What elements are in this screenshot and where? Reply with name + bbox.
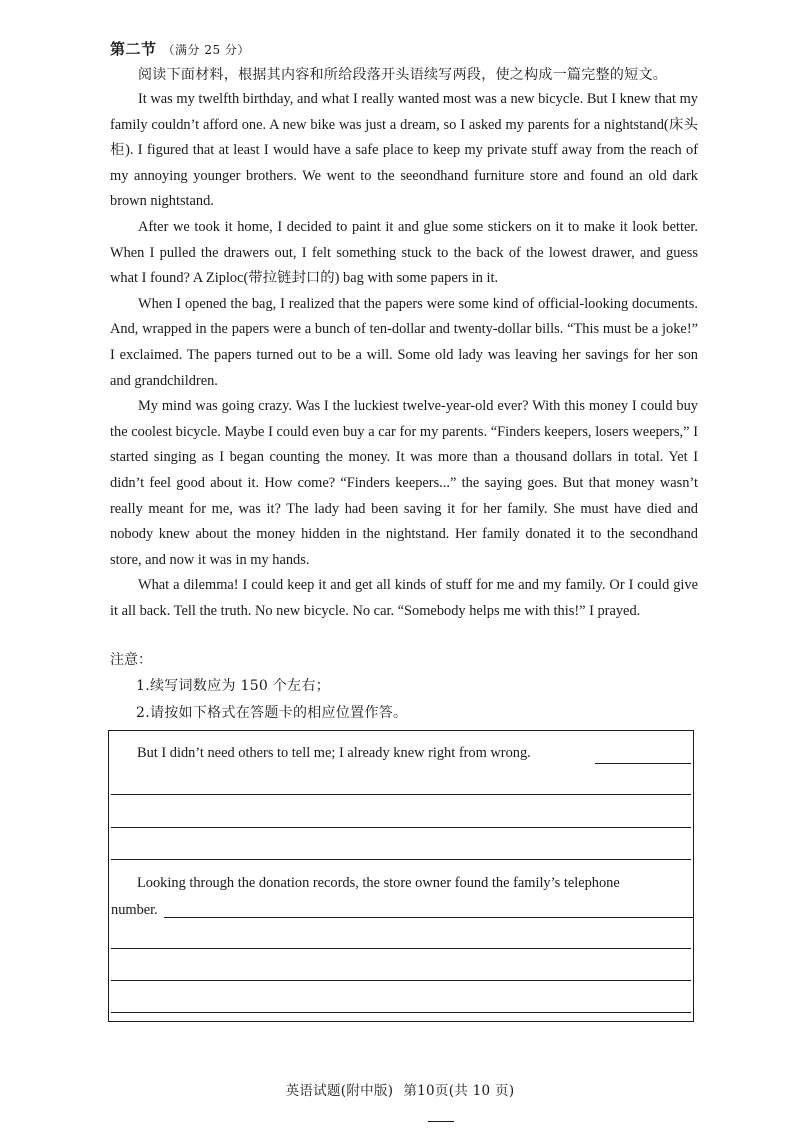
section-title: 第二节 [110,40,157,58]
answer-line[interactable] [111,1012,691,1013]
reading-passage [110,87,698,624]
answer-box [108,730,694,1022]
answer-line[interactable] [111,794,691,795]
passage-paragraph: My mind was going crazy. Was I the luckiest twelve-year-old ever? With this money I could buy the coolest bicycle. Maybe I could even buy a car for my parents. “Finders keepers, losers weepers,” I started singing as I began counting the money. It was more than a thousand dollars in total. Yet I didn’t feel good about it. How come? “Finders keepers...” the saying goes. But that money wasn’t really meant for me, was it? The lady had been saving it for her family. She must have died and nobody knew about the money hidden in the nightstand. Her family donated it to the secondhand store, and now it was in my hands. [110,398,698,568]
footer-page-number: 第10页(共 10 页) [403,1083,515,1099]
passage-paragraph: What a dilemma! I could keep it and get all kinds of stuff for me and my family. Or I could give it all back. Tell the truth. No new bicycle. No car. “Somebody helps me with this!” I prayed. [110,577,698,619]
section-score: （满分 25 分） [162,43,250,57]
paragraph-two-opening-cont: number. [111,902,158,918]
note-item-word-count: 1.续写词数应为 150 个左右； [136,678,331,694]
passage-paragraph: After we took it home, I decided to paint it and glue some stickers on it to make it look better. When I pulled the drawers out, I felt something stuck to the back of the lowest drawer, and guess what I found? A Ziploc(带拉链封口的) bag with some papers in it. [110,218,698,287]
paragraph-one-opening: But I didn’t need others to tell me; I already knew right from wrong. [137,745,531,761]
answer-line[interactable] [111,827,691,828]
notes-label: 注意： [110,652,152,668]
answer-line[interactable] [111,980,691,981]
answer-blank[interactable] [595,763,691,764]
paragraph-two-opening: Looking through the donation records, the store owner found the family’s telephone [137,875,620,891]
passage-paragraph: When I opened the bag, I realized that the papers were some kind of official-looking documents. And, wrapped in the papers were a bunch of ten-dollar and twenty-dollar bills. “This must be a joke!” I exclaimed. The papers turned out to be a will. Some old lady was leaving her savings for her son and grandchildren. [110,295,698,389]
footer-exam-label: 英语试题(附中版) [285,1083,394,1099]
section-header [110,38,250,59]
note-item-format: 2.请按如下格式在答题卡的相应位置作答。 [136,705,408,721]
answer-line[interactable] [111,948,691,949]
footer-divider [428,1121,454,1122]
passage-paragraph: It was my twelfth birthday, and what I really wanted most was a new bicycle. But I knew that my family couldn’t afford one. A new bike was just a dream, so I asked my parents for a nightstand(床头柜). I figured that at least I would have a safe place to keep my private stuff away from the reach of my annoying younger brothers. We went to the seeondhand furniture store and found an old dark brown nightstand. [110,91,698,210]
answer-blank[interactable] [164,917,694,918]
answer-line[interactable] [111,859,691,860]
page-footer [0,1079,800,1099]
task-instruction: 阅读下面材料，根据其内容和所给段落开头语续写两段，使之构成一篇完整的短文。 [138,67,668,83]
